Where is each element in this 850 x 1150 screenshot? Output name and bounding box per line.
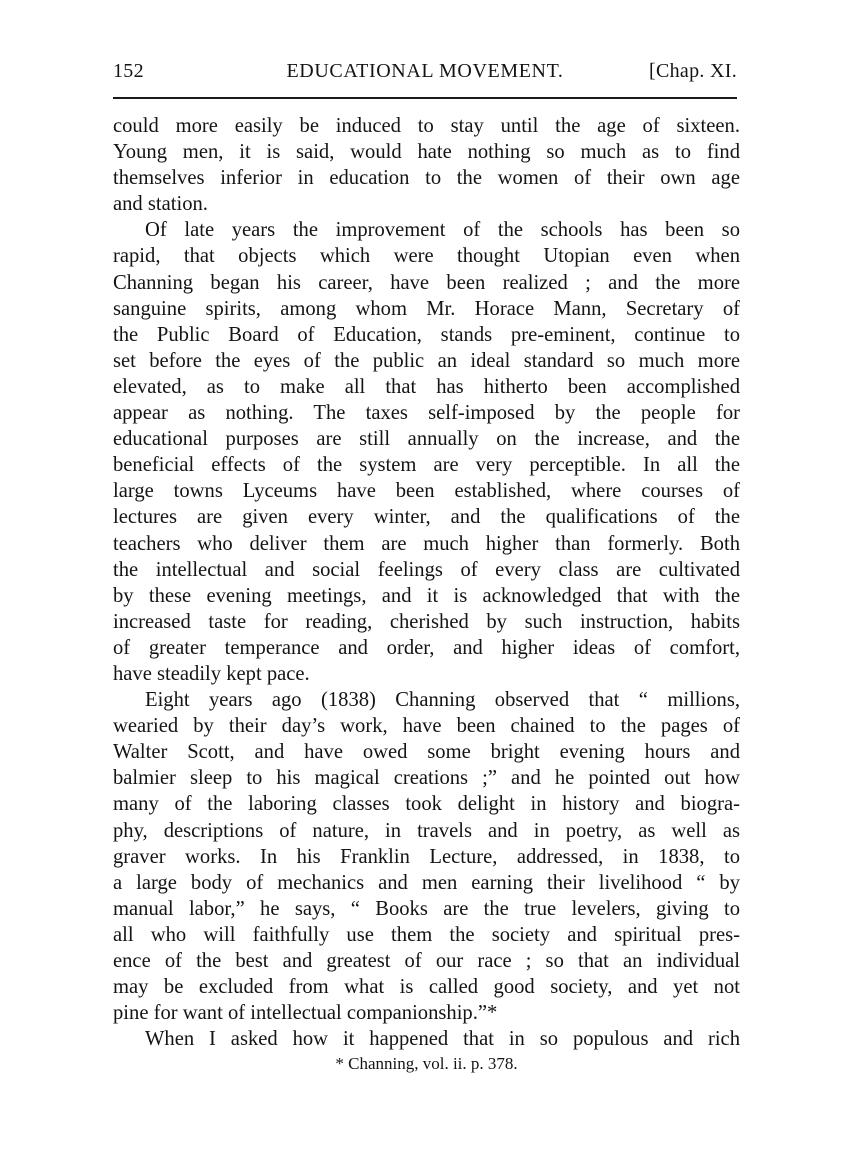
text-line: sanguine spirits, among whom Mr. Horace Mann, Secretary of [113, 297, 740, 320]
text-line: When I asked how it happened that in so populous and rich [145, 1028, 740, 1051]
text-line: beneficial effects of the system are very perceptible. In all the [113, 454, 740, 477]
text-line: Channing began his career, have been realized ; and the more [113, 271, 740, 294]
text-line: may be excluded from what is called good society, and yet not [113, 976, 740, 999]
header-rule [113, 97, 737, 99]
text-line: ence of the best and greatest of our race ; so that an individual [113, 950, 740, 972]
text-line: elevated, as to make all that has hitherto been accomplished [113, 375, 740, 398]
text-line: set before the eyes of the public an ideal standard so much more [113, 349, 740, 372]
text-line: the Public Board of Education, stands pre-eminent, continue to [113, 323, 740, 346]
text-line: large towns Lyceums have been established, where courses of [113, 480, 740, 503]
text-line: teachers who deliver them are much higher than formerly. Both [113, 532, 740, 555]
text-line: themselves inferior in education to the women of their own age [113, 167, 740, 190]
text-line: of greater temperance and order, and higher ideas of comfort, [113, 636, 740, 659]
text-line: and station. [113, 193, 208, 216]
text-line: the intellectual and social feelings of every class are cultivated [113, 558, 740, 581]
text-line: wearied by their day’s work, have been chained to the pages of [113, 715, 740, 738]
text-line: rapid, that objects which were thought Utopian even when [113, 245, 740, 268]
text-line: Eight years ago (1838) Channing observed that “ millions, [145, 689, 740, 712]
footnote: * Channing, vol. ii. p. 378. [335, 1054, 518, 1073]
text-line: pine for want of intellectual companionship.”* [113, 1002, 498, 1025]
text-line: educational purposes are still annually on the increase, and the [113, 428, 740, 451]
text-line: many of the laboring classes took delight in history and biogra- [113, 793, 740, 816]
text-line: could more easily be induced to stay until the age of sixteen. [113, 115, 740, 137]
page-header [113, 60, 737, 88]
text-line: all who will faithfully use them the society and spiritual pres- [113, 923, 740, 946]
text-line: phy, descriptions of nature, in travels and in poetry, as well as [113, 819, 740, 842]
text-line: graver works. In his Franklin Lecture, addressed, in 1838, to [113, 845, 740, 868]
page-number: 152 [113, 60, 144, 82]
running-title: EDUCATIONAL MOVEMENT. [286, 60, 564, 82]
text-line: appear as nothing. The taxes self-imposed by the people for [113, 402, 740, 425]
text-line: Young men, it is said, would hate nothing so much as to find [113, 141, 740, 164]
text-line: lectures are given every winter, and the qualifications of the [113, 506, 740, 529]
text-line: by these evening meetings, and it is acknowledged that with the [113, 584, 740, 607]
text-line: increased taste for reading, cherished by such instruction, habits [113, 610, 740, 633]
body-text [113, 113, 740, 1052]
chapter-reference: [Chap. XI. [649, 60, 737, 82]
text-line: manual labor,” he says, “ Books are the true levelers, giving to [113, 897, 740, 920]
text-line: a large body of mechanics and men earning their livelihood “ by [113, 871, 740, 894]
text-line: Walter Scott, and have owed some bright evening hours and [113, 741, 740, 764]
text-line: Of late years the improvement of the schools has been so [145, 219, 740, 242]
text-line: have steadily kept pace. [113, 662, 310, 685]
text-line: balmier sleep to his magical creations ;” and he pointed out how [113, 767, 740, 790]
